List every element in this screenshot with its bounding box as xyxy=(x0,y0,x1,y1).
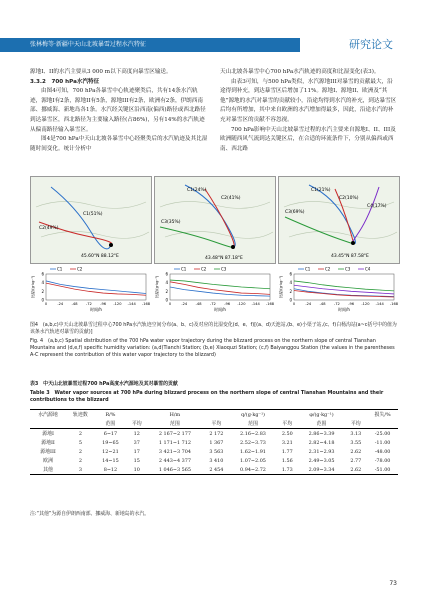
table-cell: 1.07~2.05 xyxy=(240,457,266,464)
map-label: 43.45°N 87.58°E xyxy=(331,254,369,259)
y-tick-label: 0 xyxy=(41,297,44,303)
map-label: 43.48°N 87.18°E xyxy=(205,256,243,261)
table-3 xyxy=(30,409,398,475)
table-cell: 1 367 xyxy=(209,439,224,446)
x-axis-label: 时间/h xyxy=(338,307,350,312)
paragraph: 由表3可知，与500 hPa类似，水汽源地III对暴雪的贡献最大，沿途得到补充，到达暴雪区后增加了11%。源地I、源地II、欧洲及“其他”源地的水汽对暴雪的贡献较小，沿途均得到水汽的补充，到达暴雪区后均有所增加，其中来自欧洲的水汽增加得最多，因此，沿途水汽的补充对暴雪区的贡献不容忽视。 xyxy=(220,78,397,123)
table-header-cell xyxy=(276,410,299,420)
series-line xyxy=(294,281,394,291)
x-tick-label: -168 xyxy=(265,302,274,306)
y-tick-label: 4 xyxy=(289,280,292,286)
x-tick-label: -120 xyxy=(113,302,122,306)
x-tick-label: -168 xyxy=(389,302,398,306)
table-cell: -25.00 xyxy=(374,430,391,437)
table-cell: 3 421~3 704 xyxy=(158,448,191,455)
x-tick-label: -144 xyxy=(251,302,260,306)
table-cell: 2 172 xyxy=(209,430,224,437)
plot-frame xyxy=(170,274,270,300)
y-tick-label: 6 xyxy=(289,271,292,277)
x-tick-label: -96 xyxy=(348,302,355,306)
table-header-cell xyxy=(126,410,147,420)
table-subheader-cell: 范围 xyxy=(147,419,202,429)
table-cell: 源地III xyxy=(40,449,56,455)
map-label: C1(51%) xyxy=(83,212,103,217)
trajectory-map-b xyxy=(154,176,276,264)
section-heading: 3.3.2 700 hPa水汽特征 xyxy=(30,78,100,85)
x-tick-label: -24 xyxy=(305,302,312,306)
map-label: C1(21%) xyxy=(311,188,331,193)
y-tick-label: 0 xyxy=(165,297,168,303)
table-cell: 1 171~1 712 xyxy=(158,439,191,446)
table-subheader-cell xyxy=(30,419,66,429)
running-title: 张林梅等·新疆中天山北坡暴雪过程水汽特征 xyxy=(30,41,146,48)
map-label: 45.60°N 88.12°E xyxy=(81,254,119,259)
y-tick-label: 6 xyxy=(41,271,44,277)
x-tick-label: -24 xyxy=(181,302,188,306)
y-axis-label: 比湿/(g·kg⁻¹) xyxy=(279,275,283,299)
legend-label: C4 xyxy=(365,266,371,272)
section-label: 研究论文 xyxy=(349,38,393,51)
x-tick-label: -168 xyxy=(141,302,150,306)
table-cell: 2.82~4.18 xyxy=(308,439,335,446)
paragraph: 图4是700 hPa中天山北坡各暴雪中心经聚类后的水汽轨迹及其比湿随时间变化。统计分析中 xyxy=(30,136,208,152)
x-tick-label: -96 xyxy=(224,302,231,306)
table-cell: 2.50 xyxy=(281,430,293,437)
x-tick-label: -72 xyxy=(85,302,92,306)
map-label: C2(41%) xyxy=(221,196,241,201)
table-cell: 源地I xyxy=(42,431,54,437)
table-cell: 37 xyxy=(133,439,140,446)
y-tick-label: 2 xyxy=(165,288,168,294)
legend-label: C2 xyxy=(201,266,207,272)
humidity-plot-d xyxy=(30,264,150,312)
table-cell: 2 167~2 177 xyxy=(158,430,191,437)
table-cell: 6~17 xyxy=(103,430,118,437)
table-cell: 其他 xyxy=(30,465,66,475)
table-row xyxy=(30,429,398,439)
trajectory-map-c xyxy=(278,176,400,264)
table-header-cell: 损失/% xyxy=(367,410,398,420)
table-cell: -48.00 xyxy=(374,448,391,455)
legend-label: C1 xyxy=(57,266,63,272)
table-subheader-cell: 平均 xyxy=(344,419,367,429)
x-tick-label: 0 xyxy=(44,302,48,306)
table-header-cell: H/m xyxy=(147,410,202,420)
header-band xyxy=(0,38,300,52)
table-cell: 2 xyxy=(78,457,82,464)
table-cell: 5 xyxy=(78,439,82,446)
paragraph: 源地I、II的水汽主要从3 000 m以下高度向暴雪区输送。 xyxy=(30,69,172,75)
right-column xyxy=(220,68,398,154)
table-cell: 3.55 xyxy=(350,439,362,446)
table-subheader-cell: 范围 xyxy=(299,419,345,429)
table-cell: 3 xyxy=(66,465,95,475)
table-cell: 源地II xyxy=(41,440,55,446)
table-cell: 8~12 xyxy=(95,465,126,475)
table-cell: 14~15 xyxy=(102,457,119,464)
table-header-cell: 水汽源地 xyxy=(30,410,66,420)
x-tick-label: -72 xyxy=(209,302,216,306)
table-cell: -11.00 xyxy=(374,439,391,446)
x-tick-label: -72 xyxy=(333,302,340,306)
y-tick-label: 4 xyxy=(165,280,168,286)
paragraph: 天山北坡各暴雪中心700 hPa水汽轨迹的高度和比湿变化(表3)。 xyxy=(220,69,380,75)
y-tick-label: 2 xyxy=(41,288,44,294)
table-title-en: Table 3 Water vapor sources at 700 hPa during blizzard process on the northern slope of central Tianshan Mountains and their contributions to the blizzard xyxy=(30,390,384,404)
table-cell: 12~21 xyxy=(102,448,119,455)
table-cell: 3 563 xyxy=(209,448,224,455)
legend-label: C3 xyxy=(345,266,351,272)
table-cell: 2.49~3.05 xyxy=(308,457,335,464)
table-subheader-cell: 平均 xyxy=(126,419,147,429)
x-tick-label: 0 xyxy=(168,302,172,306)
x-tick-label: -120 xyxy=(361,302,370,306)
humidity-plot-e xyxy=(154,264,274,312)
trajectory-map-a xyxy=(30,176,152,264)
table-header-cell xyxy=(344,410,367,420)
table-cell: 2.31~2.93 xyxy=(308,448,335,455)
y-axis-label: 比湿/(g·kg⁻¹) xyxy=(31,275,35,299)
table-header-cell xyxy=(203,410,231,420)
table-subheader-cell: 平均 xyxy=(276,419,299,429)
figure-caption-cn: 图4 (a,b,c)中天山北坡暴雪过程中心700 hPa水汽轨迹空间分布(a、b、c)及对应的比湿变化(d、e、f)[(a、d)天池站,(b、e)小渠子站,(c、f)白杨沟站(a~c括号中的值为该条水汽轨迹对暴雪的贡献)] xyxy=(30,322,397,336)
map-label: C2(10%) xyxy=(339,196,359,201)
table-cell: 2.62 xyxy=(350,448,362,455)
table-cell: 10 xyxy=(126,465,147,475)
legend-label: C2 xyxy=(77,266,83,272)
series-line xyxy=(170,287,270,296)
table-cell: 12 xyxy=(133,430,140,437)
y-tick-label: 2 xyxy=(289,288,292,294)
table-cell: 2 454 xyxy=(203,465,231,475)
table-cell: 2.09~3.34 xyxy=(299,465,345,475)
table-cell: 2.16~2.83 xyxy=(240,430,266,437)
table-cell: 2.62 xyxy=(344,465,367,475)
legend-label: C2 xyxy=(325,266,331,272)
y-tick-label: 0 xyxy=(289,297,292,303)
table-row xyxy=(30,456,398,465)
table-note: 注:“其他”为源自伊朗西南部、挪威海、新地岛的水汽。 xyxy=(30,511,150,517)
x-tick-label: -144 xyxy=(375,302,384,306)
table-header-cell: R/% xyxy=(95,410,126,420)
legend-label: C1 xyxy=(181,266,187,272)
table-cell: -78.00 xyxy=(374,457,391,464)
legend-label: C3 xyxy=(221,266,227,272)
plot-frame xyxy=(46,274,146,300)
table-title-cn: 表3 中天山北坡暴雪过程700 hPa高度水汽源地及其对暴雪的贡献 xyxy=(30,381,178,387)
table-cell: 1.56 xyxy=(281,457,293,464)
table-cell: 3.13 xyxy=(350,430,362,437)
y-tick-label: 6 xyxy=(165,271,168,277)
y-tick-label: 4 xyxy=(41,280,44,286)
table-cell: 1.73 xyxy=(276,465,299,475)
x-tick-label: -48 xyxy=(319,302,326,306)
table-cell: 2.77 xyxy=(350,457,362,464)
x-tick-label: -96 xyxy=(100,302,107,306)
humidity-plot-f xyxy=(278,264,398,312)
table-row xyxy=(30,447,398,456)
x-tick-label: 0 xyxy=(292,302,296,306)
x-tick-label: -120 xyxy=(237,302,246,306)
table-subheader-cell: 范围 xyxy=(95,419,126,429)
paragraph: 700 hPa影响中天山北坡暴雪过程的水汽主要来自源地I、II、III及欧洲随西风气流到达关键区后，在合适的环流条件下，分别从偏西或西南、西北路 xyxy=(220,126,396,152)
table-cell: 欧洲 xyxy=(43,458,53,464)
map-label: C3(69%) xyxy=(285,210,305,215)
table-cell: 0.94~2.72 xyxy=(230,465,276,475)
map-label: C1(24%) xyxy=(187,188,207,193)
table-header-cell: 轨迹数 xyxy=(66,410,95,420)
x-tick-label: -48 xyxy=(71,302,78,306)
table-subheader-cell: 范围 xyxy=(230,419,276,429)
table-cell: 1.62~1.91 xyxy=(240,448,266,455)
table-cell: 3.21 xyxy=(281,439,293,446)
table-header-cell: q/(g·kg⁻¹) xyxy=(230,410,276,420)
paragraph: 由图4可知，700 hPa各暴雪中心轨迹聚类后，共有14条水汽轨迹，源地I有2条，源地II有5条，源地III有2条，欧洲有2条，伊朗西南部、挪威海、新地岛各1条。水汽经关键区沿西南(偏西)路径或西北路径到达暴雪区，西北路径为主要输入路径(占86%)，另有14%的水汽轨迹从偏南路径输入暴雪区。 xyxy=(30,88,206,133)
map-label: C2(49%) xyxy=(39,226,59,231)
table-subheader-cell xyxy=(66,419,95,429)
table-cell: 1 046~3 565 xyxy=(147,465,202,475)
page-header xyxy=(0,0,427,64)
series-line xyxy=(46,281,146,294)
x-axis-label: 时间/h xyxy=(214,307,226,312)
table-cell: 2 xyxy=(78,430,82,437)
table-row xyxy=(30,438,398,447)
figure-4 xyxy=(30,176,400,312)
y-axis-label: 比湿/(g·kg⁻¹) xyxy=(155,275,159,299)
x-axis-label: 时间/h xyxy=(90,307,102,312)
table-cell: 2.52~3.73 xyxy=(240,439,266,446)
table-cell: 1.77 xyxy=(281,448,293,455)
table-cell: 2 443~4 377 xyxy=(158,457,191,464)
page-number: 73 xyxy=(389,580,397,587)
map-label: C4(17%) xyxy=(367,204,387,209)
table-subheader-cell: 平均 xyxy=(203,419,231,429)
table-cell: 19~65 xyxy=(102,439,119,446)
table-cell: 2.86~3.39 xyxy=(308,430,335,437)
table-cell: -51.00 xyxy=(367,465,398,475)
legend-label: C1 xyxy=(305,266,311,272)
table-cell: 3 410 xyxy=(209,457,224,464)
table-subheader-cell xyxy=(367,419,398,429)
map-label: C3(35%) xyxy=(161,220,181,225)
table-row xyxy=(30,465,398,475)
figure-caption-en: Fig. 4 (a,b,c) Spatial distribution of the 700 hPa water vapor trajectory during the blizzard process on the northern slope of central Tianshan Mountains and (d,e,f) specific humidity variation: (a,d)Tianchi Station; (b,e) Xiaoquzi Station; (c,f) Baiyanggou Station (the values in the parentheses A-C represent the contribution of this water vapor trajectory to the blizzard) xyxy=(30,338,395,359)
table-cell: 2 xyxy=(78,448,82,455)
x-tick-label: -24 xyxy=(57,302,64,306)
x-tick-label: -144 xyxy=(127,302,136,306)
x-tick-label: -48 xyxy=(195,302,202,306)
table-cell: 15 xyxy=(133,457,140,464)
table-header-cell: φ/(g·kg⁻¹) xyxy=(299,410,345,420)
left-column xyxy=(30,68,208,154)
table-cell: 17 xyxy=(133,448,140,455)
